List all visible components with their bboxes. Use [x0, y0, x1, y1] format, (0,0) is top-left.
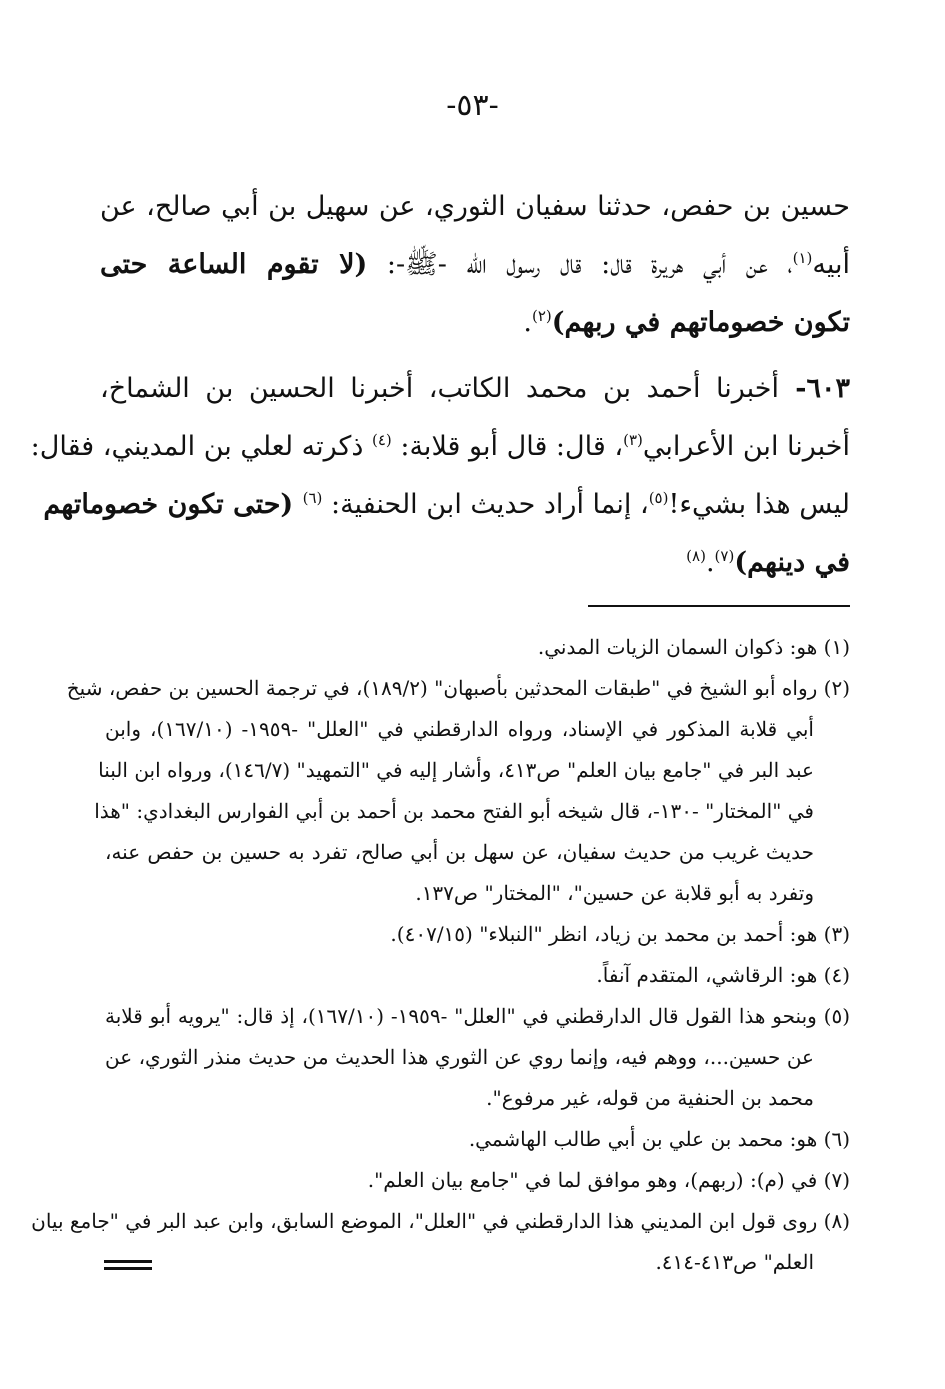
- footnote-ref: (١): [792, 249, 813, 267]
- footnote-ref: (٣): [623, 431, 643, 449]
- hadith-text: في دينهم): [734, 547, 850, 578]
- footnote-line: عن حسين...، ووهم فيه، وإنما روي عن الثوري هذا الحديث من حديث منذر الثوري، عن: [105, 1045, 814, 1069]
- page-number: -٥٣-: [446, 88, 499, 123]
- text-segment: .: [705, 547, 715, 578]
- main-text: [30, 178, 850, 592]
- text-segment: أخبرنا ابن الأعرابي: [642, 431, 850, 462]
- hadith-text: (حتى تكون خصوماتهم: [43, 489, 303, 520]
- footnote-line: (٧) في (م): (ربهم)، وهو موافق لما في "جامع بيان العلم".: [367, 1168, 850, 1192]
- text-line: [100, 294, 850, 352]
- footnote-line: (٢) رواه أبو الشيخ في "طبقات المحدثين بأصبهان" (١٨٩/٢)، في ترجمة الحسين بن حفص، شيخ: [66, 676, 850, 700]
- footnote-ref: (٢): [531, 307, 552, 325]
- text-line: [43, 476, 850, 534]
- footnote-ref: (٤): [372, 431, 392, 449]
- footnotes: [31, 627, 850, 1283]
- text-line: [30, 418, 850, 476]
- footnote-line: (٥) وبنحو هذا القول قال الدارقطني في "العلل" -١٩٥٩- (١٦٧/١٠)، إذ قال: "يرويه أبو قلابة: [105, 1004, 850, 1028]
- footnote-line: حديث غريب من حديث سفيان، عن سهل بن أبي صالح، تفرد به حسين بن حفص عنه،: [105, 840, 814, 864]
- text-segment: حسين بن حفص، حدثنا سفيان الثوري، عن سهيل بن أبي صالح، عن: [100, 191, 850, 222]
- text-segment: ، إنما أراد حديث ابن الحنفية:: [322, 489, 649, 520]
- text-segment: ليس هذا بشيء!: [668, 489, 850, 520]
- footnote-line: في "المختار" -١٣٠-، قال شيخه أبو الفتح محمد بن أحمد بن أبي الفوارس البغدادي: "هذا: [94, 799, 814, 823]
- footnote-ref: (٦): [302, 489, 323, 507]
- text-line: [100, 236, 850, 294]
- footnote-line: (٦) هو: محمد بن علي بن أبي طالب الهاشمي.: [468, 1127, 850, 1151]
- text-line: [100, 178, 850, 236]
- footnote-line: (٤) هو: الرقاشي، المتقدم آنفاً.: [596, 963, 850, 987]
- footnote-line: محمد بن الحنفية من قوله، غير مرفوع".: [486, 1086, 814, 1110]
- footnote-line: وتفرد به أبو قلابة عن حسين"، "المختار" ص١٣٧.: [415, 881, 814, 905]
- footnote-divider: [588, 605, 850, 607]
- text-segment: .: [523, 307, 532, 338]
- hadith-text: تكون خصوماتهم في ربهم): [551, 307, 850, 338]
- text-segment: ذكرته لعلي بن المديني، فقال:: [30, 431, 372, 462]
- text-segment: ، عن أبي هريرة قال: قال رسول اللّه -ﷺ-:: [367, 249, 793, 280]
- text-segment: ، قال: قال أبو قلابة:: [391, 431, 624, 462]
- text-segment: أخبرنا أحمد بن محمد الكاتب، أخبرنا الحسين بن الشماخ،: [100, 373, 779, 404]
- hadith-number: ٦٠٣-: [778, 373, 850, 404]
- text-line: [100, 360, 850, 418]
- footnote-ref: (٥): [648, 489, 669, 507]
- text-line: [100, 534, 850, 592]
- text-segment: أبيه: [812, 249, 850, 280]
- footnote-line: (٣) هو: أحمد بن محمد بن زياد، انظر "النبلاء" (٤٠٧/١٥).: [390, 922, 850, 946]
- page-end-mark: [104, 1258, 152, 1272]
- footnote-line: أبي قلابة المذكور في الإسناد، ورواه الدارقطني في "العلل" -١٩٥٩- (١٦٧/١٠)، وابن: [105, 717, 814, 741]
- footnote-line: (١) هو: ذكوان السمان الزيات المدني.: [537, 635, 850, 659]
- footnote-ref: (٨): [686, 547, 706, 565]
- footnote-line: عبد البر في "جامع بيان العلم" ص٤١٣، وأشار إليه في "التمهيد" (١٤٦/٧)، ورواه ابن البنا: [98, 758, 814, 782]
- hadith-text: (لا تقوم الساعة حتى: [100, 249, 368, 280]
- footnote-line: العلم" ص٤١٣-٤١٤.: [655, 1250, 814, 1274]
- footnote-line: (٨) روى قول ابن المديني هذا الدارقطني في "العلل"، الموضع السابق، وابن عبد البر في "جامع بيان: [31, 1209, 850, 1233]
- footnote-ref: (٧): [714, 547, 735, 565]
